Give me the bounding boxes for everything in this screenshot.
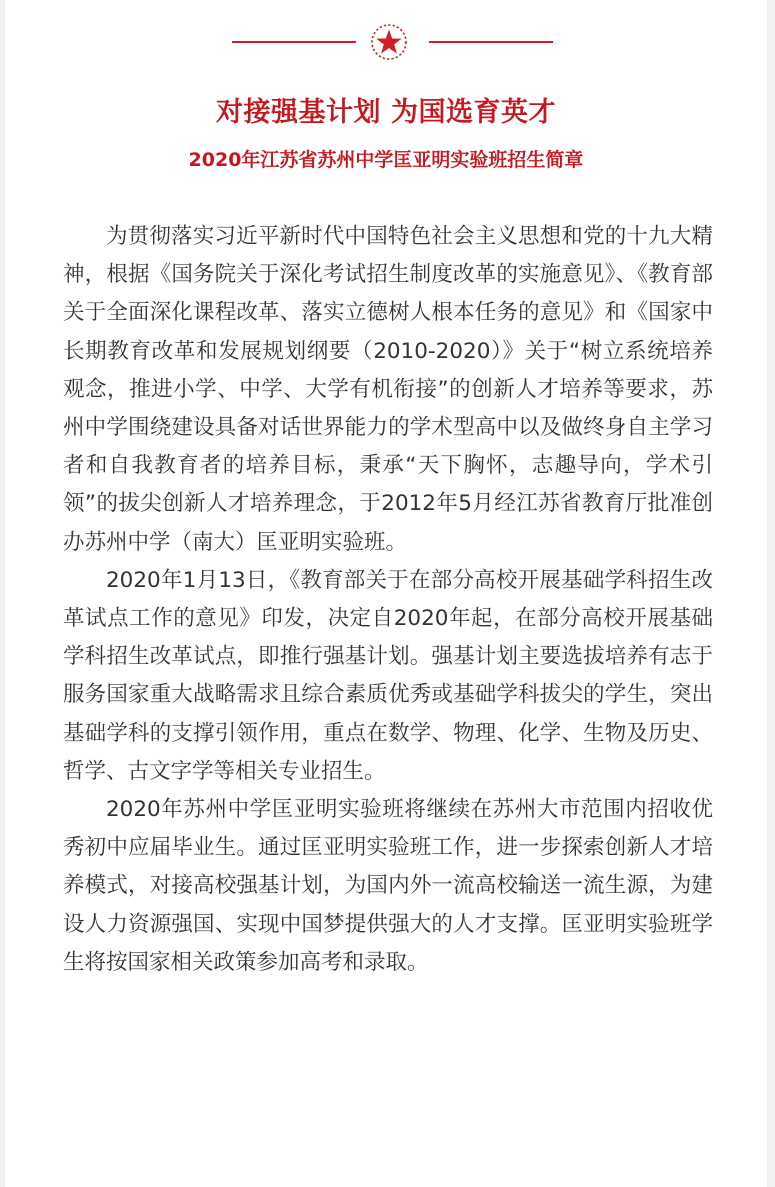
- paragraph-1: 为贯彻落实习近平新时代中国特色社会主义思想和党的十九大精神，根据《国务院关于深化考试招生制度改革的实施意见》、《教育部关于全面深化课程改革、落实立德树人根本任务的意见》和《国家中长期教育改革和发展规划纲要（2010-2020）》关于“树立系统培养观念，推进小学、中学、大学有机衔接”的创新人才培养等要求，苏州中学围绕建设具备对话世界能力的学术型高中以及做终身自主学习者和自我教育者的培养目标，秉承“天下胸怀，志趣导向，学术引领”的拔尖创新人才培养理念，于2012年5月经江苏省教育厅批准创办苏州中学（南大）匡亚明实验班。: [63, 224, 713, 555]
- ornament-line-right: [429, 41, 553, 43]
- page-title: 对接强基计划 为国选育英才: [216, 97, 556, 128]
- star-icon: [365, 18, 413, 66]
- paragraph-3: 2020年苏州中学匡亚明实验班将继续在苏州大市范围内招收优秀初中应届毕业生。通过匡亚明实验班工作，进一步探索创新人才培养模式，对接高校强基计划，为国内外一流高校输送一流生源，为建设人力资源强国、实现中国梦提供强大的人才支撑。匡亚明实验班学生将按国家相关政策参加高考和录取。: [63, 797, 713, 975]
- page-subtitle: 2020年江苏省苏州中学匡亚明实验班招生简章: [188, 149, 584, 171]
- ornament-line-left: [232, 41, 356, 43]
- header-ornament: [5, 18, 767, 66]
- paragraph-2: 2020年1月13日，《教育部关于在部分高校开展基础学科招生改革试点工作的意见》印发，决定自2020年起，在部分高校开展基础学科招生改革试点，即推行强基计划。强基计划主要选拔培养有志于服务国家重大战略需求且综合素质优秀或基础学科拔尖的学生，突出基础学科的支撑引领作用，重点在数学、物理、化学、生物及历史、哲学、古文字学等相关专业招生。: [63, 567, 713, 784]
- article-body: [63, 218, 713, 982]
- article-page: [5, 0, 767, 1187]
